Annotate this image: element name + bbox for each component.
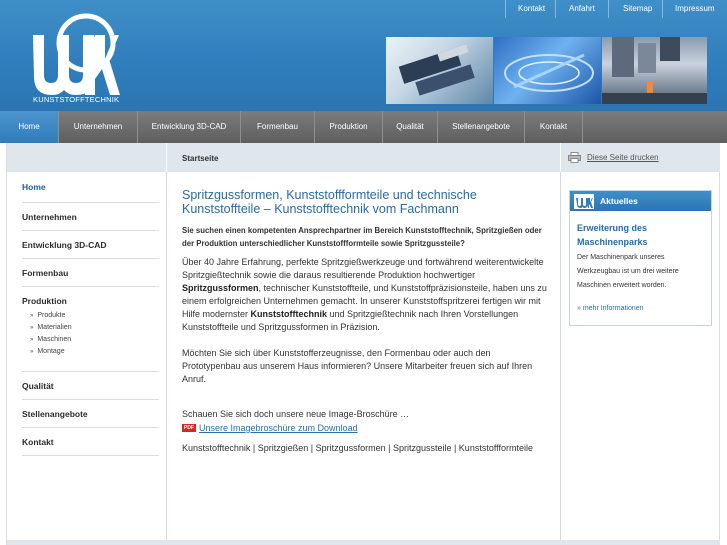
nav-formenbau[interactable]: Formenbau <box>241 111 315 143</box>
sidebar-subitem-label: Materialien <box>37 324 72 331</box>
paragraph-text: , technischer Kunststoffteile, und Kunststoffpräzisionsteile, haben uns zu einem erfolgreichen Unternehmen gemacht. In unserer Kunststoffspritzerei fertigen wir mit Hilfe modernster <box>182 283 547 319</box>
nav-stellenangebote[interactable]: Stellenangebote <box>438 111 525 143</box>
column-divider-right <box>560 172 561 545</box>
nav-unternehmen[interactable]: Unternehmen <box>59 111 138 143</box>
footer-strip <box>7 540 720 545</box>
company-logo[interactable] <box>29 13 125 105</box>
sidebar-item-unternehmen[interactable]: Unternehmen <box>22 203 159 231</box>
nav-entwicklung-3d-cad[interactable]: Entwicklung 3D-CAD <box>138 111 241 143</box>
chevron-right-icon: » <box>30 325 34 331</box>
chevron-right-icon: » <box>30 337 34 343</box>
nav-produktion[interactable]: Produktion <box>315 111 383 143</box>
sidebar-subitem-maschinen[interactable] <box>22 334 159 346</box>
sidebar-item-entwicklung-3d-cad[interactable]: Entwicklung 3D-CAD <box>22 231 159 259</box>
sidebar-item-produktion[interactable]: Produktion <box>22 296 67 306</box>
sidebar-header-bar <box>7 143 166 172</box>
chevron-right-icon: » <box>30 313 34 319</box>
brochure-download[interactable] <box>182 423 548 433</box>
keywords-line: Kunststofftechnik | Spritzgießen | Spritzgussformen | Spritzgussteile | Kunststoffformteile <box>182 443 534 453</box>
print-page-link[interactable] <box>568 152 659 163</box>
topnav-anfahrt-link[interactable]: Anfahrt <box>555 0 608 18</box>
nav-home[interactable]: Home <box>0 111 59 143</box>
topnav-impressum-link[interactable]: Impressum <box>662 0 727 18</box>
column-divider-left <box>166 172 167 545</box>
brochure-download-link[interactable]: Unsere Imagebroschüre zum Download <box>199 423 358 433</box>
nav-qualitaet[interactable]: Qualität <box>383 111 438 143</box>
company-logo-small-icon <box>574 194 594 209</box>
breadcrumb-bar <box>167 143 560 172</box>
main-navigation <box>0 111 727 143</box>
nav-kontakt[interactable]: Kontakt <box>525 111 583 143</box>
sidebar-subitem-produkte[interactable] <box>22 310 159 322</box>
news-more-link[interactable]: » mehr Informationen <box>577 305 644 312</box>
breadcrumb[interactable]: Startseite <box>182 154 219 163</box>
sidebar-navigation <box>22 172 159 456</box>
chevron-right-icon: » <box>30 349 34 355</box>
intro-question: Sie suchen einen kompetenten Ansprechpartner im Bereich Kunststofftechnik, Spritzgießen oder der Produktion unterschiedlicher Kunststoffformteile sowie Spritzgussteile? <box>182 226 542 248</box>
sidebar-subitem-label: Montage <box>37 348 65 355</box>
logo-subtitle: KUNSTSTOFFTECHNIK <box>33 95 120 104</box>
sidebar-group-produktion <box>22 287 159 372</box>
sidebar-subitem-label: Produkte <box>37 312 66 319</box>
page-title: Spritzgussformen, Kunststoffformteile und technische Kunststoffteile – Kunststofftechnik vom Fachmann <box>182 188 477 216</box>
sidebar-item-kontakt[interactable]: Kontakt <box>22 428 159 456</box>
topnav-sitemap-link[interactable]: Sitemap <box>608 0 662 18</box>
sidebar-item-stellenangebote[interactable]: Stellenangebote <box>22 400 159 428</box>
paragraph-text: und Spritzgießtechnik nach Ihren Vorstellungen Kunststoffteile und Spritzgussformen in Präzision. <box>182 309 519 332</box>
printer-icon <box>568 152 581 163</box>
header-images <box>386 37 707 104</box>
paragraph-text: Über 40 Jahre Erfahrung, perfekte Spritzgießwerkzeuge und fortwährend weiterentwickelte Spritzgießtechnik sowie die daraus resultierende Produktion hochwertiger <box>182 257 544 280</box>
pdf-icon: PDF <box>184 425 194 431</box>
sidebar-subitem-label: Maschinen <box>37 336 72 343</box>
news-headline[interactable]: Erweiterung des Maschinenparks <box>577 223 648 247</box>
header <box>0 0 727 111</box>
header-image-cad <box>494 37 601 104</box>
brochure-paragraph: Schauen Sie sich doch unsere neue Image-Broschüre … <box>182 409 410 419</box>
keyword-kunststofftechnik: Kunststofftechnik <box>250 309 328 319</box>
main-content <box>182 188 548 455</box>
news-box-header <box>570 191 711 211</box>
sidebar-item-qualitaet[interactable]: Qualität <box>22 372 159 400</box>
news-text: Der Maschinenpark unseres Werkzeugbau ist um drei weitere Maschinen erweitert worden. <box>577 254 679 289</box>
topnav-kontakt-link[interactable]: Kontakt <box>505 0 555 18</box>
intro-paragraph <box>182 256 548 334</box>
news-box <box>569 190 712 326</box>
news-box-body <box>570 211 711 312</box>
sidebar-subitem-montage[interactable] <box>22 346 159 358</box>
sidebar-item-formenbau[interactable]: Formenbau <box>22 259 159 287</box>
header-image-milling <box>602 37 707 104</box>
sidebar-item-home[interactable]: Home <box>22 172 159 203</box>
sidebar-subitem-materialien[interactable] <box>22 322 159 334</box>
top-navigation <box>505 0 727 18</box>
header-image-machine <box>386 37 493 104</box>
keyword-spritzgussformen: Spritzgussformen <box>182 283 259 293</box>
contact-paragraph: Möchten Sie sich über Kunststofferzeugnisse, den Formenbau oder auch den Prototypenbau aus unserem Haus informieren? Unsere Mitarbeiter freuen sich auf Ihren Anruf. <box>182 348 533 384</box>
print-page-label: Diese Seite drucken <box>587 153 659 162</box>
news-box-title: Aktuelles <box>600 196 638 206</box>
